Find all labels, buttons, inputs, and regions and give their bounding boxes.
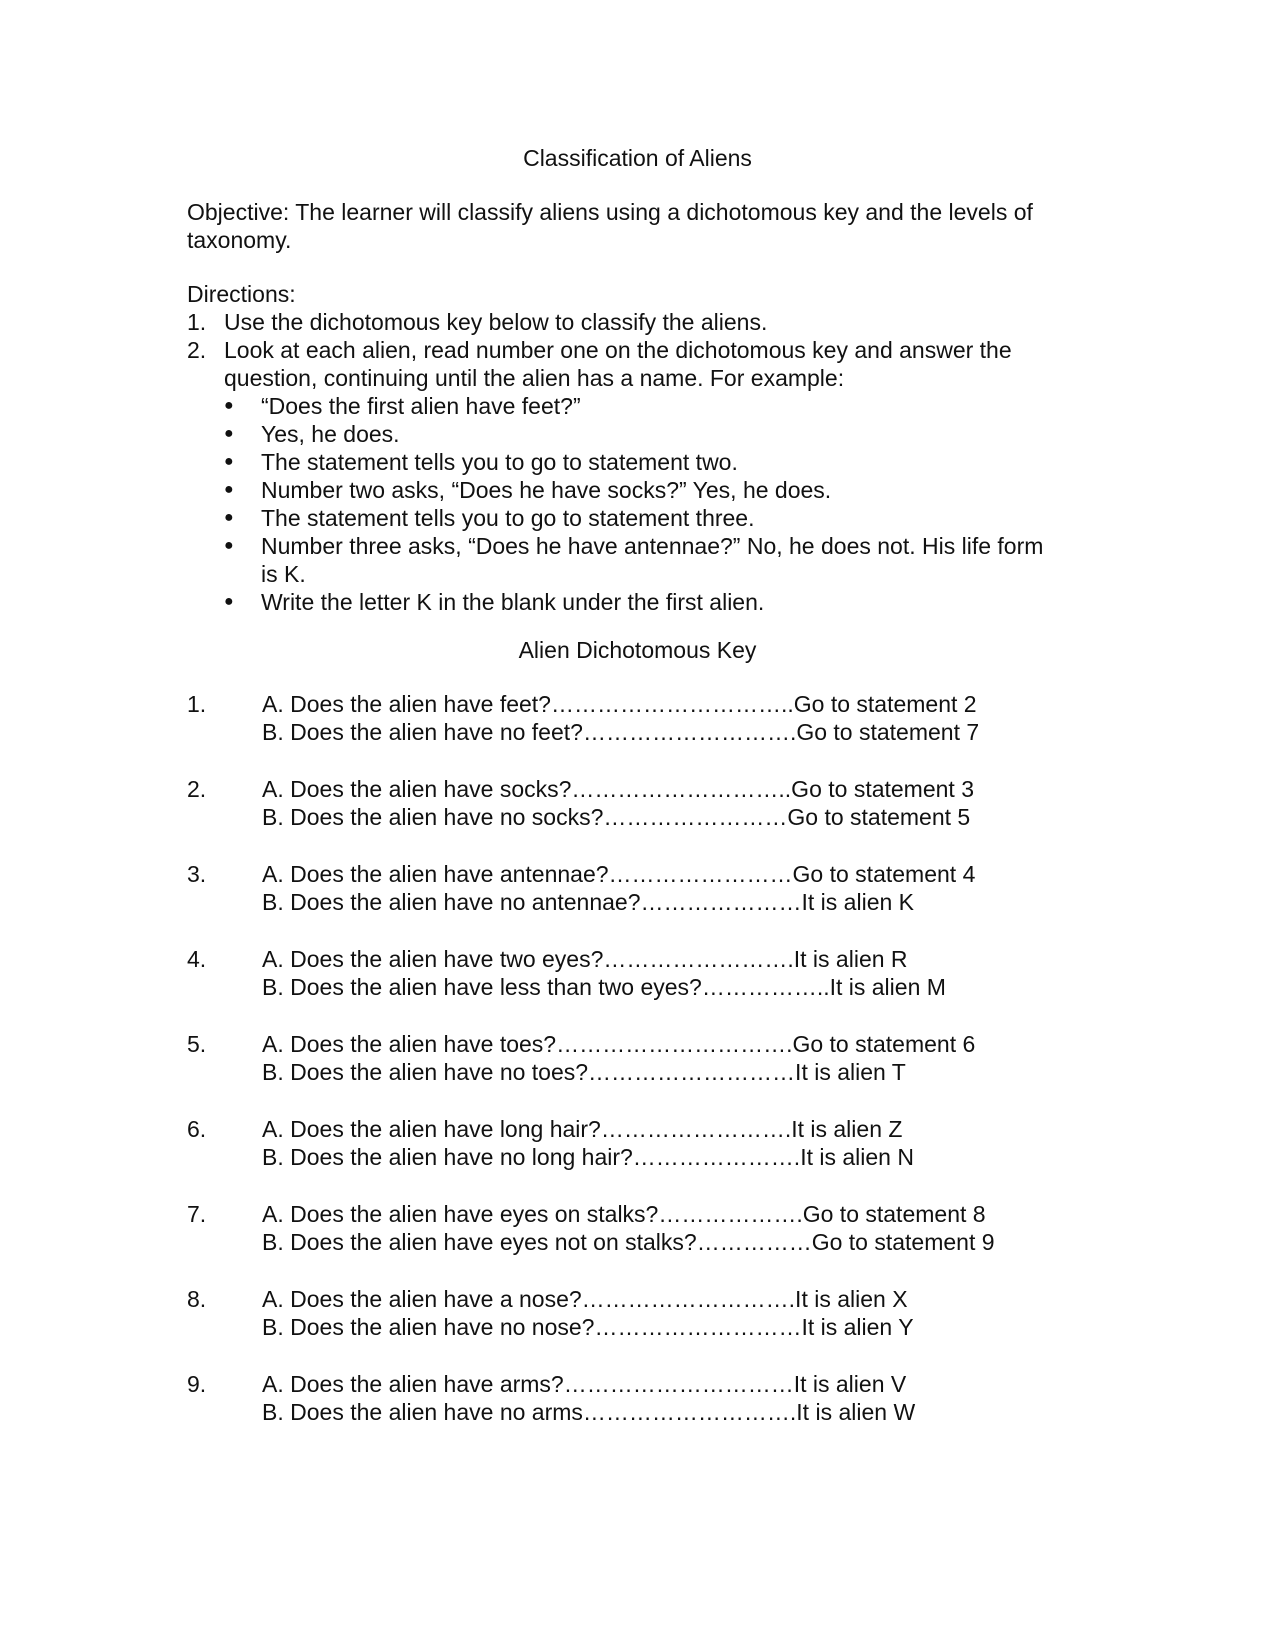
key-option-b: B. Does the alien have no toes?………………………It is alien T: [262, 1059, 906, 1085]
key-number: 5.: [187, 1031, 207, 1057]
key-number: 4.: [187, 946, 207, 972]
bullet-icon: ●: [224, 425, 234, 442]
direction-item: [187, 336, 1087, 392]
directions-heading: Directions:: [187, 281, 296, 307]
objective-text: Objective: The learner will classify aliens using a dichotomous key and the levels of taxonomy.: [187, 199, 1033, 253]
key-entry: [187, 1370, 1087, 1426]
bullet-item: [224, 420, 1054, 448]
bullet-text: Number three asks, “Does he have antennae?” No, he does not. His life form is K.: [261, 533, 1044, 587]
bullet-item: [224, 476, 1054, 504]
key-option-b: B. Does the alien have no arms……………………….It is alien W: [262, 1399, 916, 1425]
key-entry: [187, 775, 1087, 831]
direction-text: Use the dichotomous key below to classify the aliens.: [224, 309, 768, 335]
key-number: 8.: [187, 1286, 207, 1312]
key-number: 6.: [187, 1116, 207, 1142]
direction-item: [187, 308, 1087, 336]
key-number: 3.: [187, 861, 207, 887]
key-option-b: B. Does the alien have no socks?……………………Go to statement 5: [262, 804, 971, 830]
bullet-text: The statement tells you to go to statement three.: [261, 505, 755, 531]
key-option-b: B. Does the alien have no feet?……………………….Go to statement 7: [262, 719, 980, 745]
bullet-icon: ●: [224, 453, 234, 470]
example-bullet-list: [224, 392, 1054, 616]
key-number: 9.: [187, 1371, 207, 1397]
directions-list: [187, 308, 1087, 392]
key-option-b: B. Does the alien have eyes not on stalks?……………Go to statement 9: [262, 1229, 995, 1255]
bullet-item: [224, 588, 1054, 616]
key-option-a: A. Does the alien have a nose?……………………….It is alien X: [262, 1286, 908, 1312]
key-entry: [187, 860, 1087, 916]
bullet-icon: ●: [224, 509, 234, 526]
bullet-icon: ●: [224, 537, 234, 554]
key-option-a: A. Does the alien have feet?…………………………..Go to statement 2: [262, 691, 977, 717]
key-heading: Alien Dichotomous Key: [518, 637, 757, 663]
bullet-text: Number two asks, “Does he have socks?” Yes, he does.: [261, 477, 832, 503]
direction-text: Look at each alien, read number one on the dichotomous key and answer the question, continuing until the alien has a name. For example:: [224, 337, 1012, 391]
bullet-item: [224, 392, 1054, 420]
bullet-text: “Does the first alien have feet?”: [261, 393, 581, 419]
bullet-item: [224, 504, 1054, 532]
key-number: 2.: [187, 776, 207, 802]
key-number: 1.: [187, 691, 207, 717]
direction-number: 1.: [187, 309, 207, 335]
bullet-item: [224, 532, 1054, 588]
bullet-icon: ●: [224, 593, 234, 610]
key-option-a: A. Does the alien have toes?………………………….Go to statement 6: [262, 1031, 976, 1057]
page-title: Classification of Aliens: [523, 145, 752, 171]
key-entry: [187, 1115, 1087, 1171]
key-entry: [187, 1200, 1087, 1256]
key-entry: [187, 945, 1087, 1001]
key-option-a: A. Does the alien have eyes on stalks?……………….Go to statement 8: [262, 1201, 986, 1227]
key-option-a: A. Does the alien have arms?…………………………It is alien V: [262, 1371, 907, 1397]
bullet-text: Write the letter K in the blank under the first alien.: [261, 589, 765, 615]
key-entry: [187, 690, 1087, 746]
dichotomous-key-list: [187, 690, 1087, 1455]
key-option-a: A. Does the alien have long hair?…………………….It is alien Z: [262, 1116, 903, 1142]
bullet-text: The statement tells you to go to statement two.: [261, 449, 738, 475]
direction-number: 2.: [187, 337, 207, 363]
bullet-icon: ●: [224, 481, 234, 498]
bullet-text: Yes, he does.: [261, 421, 400, 447]
key-entry: [187, 1030, 1087, 1086]
key-number: 7.: [187, 1201, 207, 1227]
key-option-b: B. Does the alien have no long hair?………………….It is alien N: [262, 1144, 914, 1170]
key-option-b: B. Does the alien have no antennae?…………………It is alien K: [262, 889, 915, 915]
key-option-b: B. Does the alien have less than two eyes?……………..It is alien M: [262, 974, 946, 1000]
key-option-a: A. Does the alien have two eyes?…………………….It is alien R: [262, 946, 908, 972]
key-option-b: B. Does the alien have no nose?………………………It is alien Y: [262, 1314, 914, 1340]
key-entry: [187, 1285, 1087, 1341]
bullet-icon: ●: [224, 397, 234, 414]
bullet-item: [224, 448, 1054, 476]
key-option-a: A. Does the alien have antennae?……………………Go to statement 4: [262, 861, 976, 887]
key-option-a: A. Does the alien have socks?………………………..Go to statement 3: [262, 776, 975, 802]
